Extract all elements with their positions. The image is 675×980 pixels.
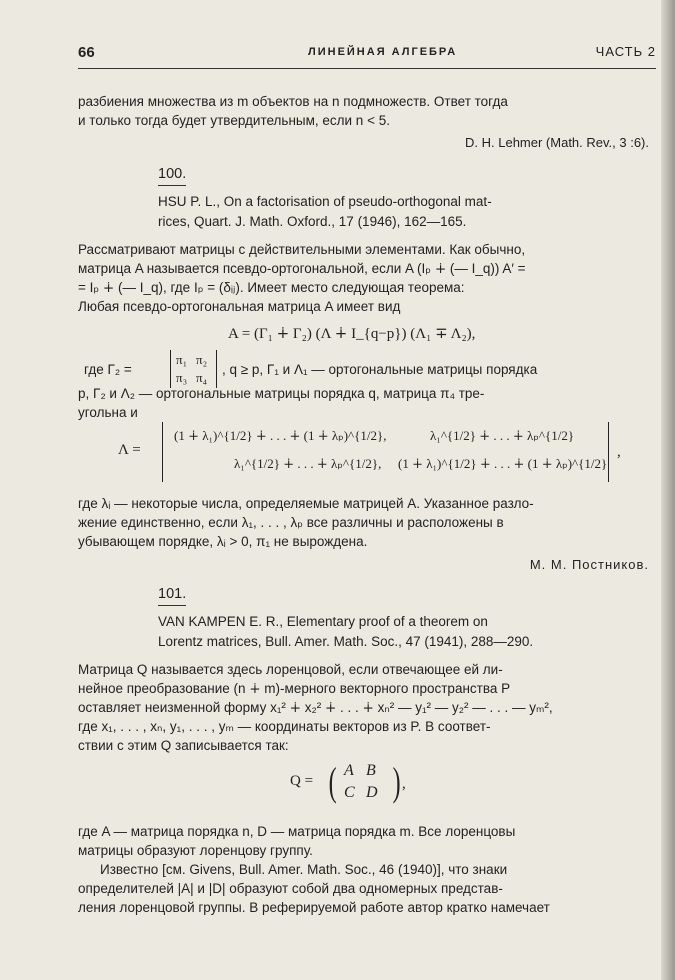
text-line: Известно [см. Givens, Bull. Amer. Math. Soc., 46 (1940)], что знаки (100, 862, 508, 877)
matrix-cell: B (366, 762, 376, 779)
q-comma: , (402, 776, 406, 792)
text-line: оставляет неизменной форму x₁² ∔ x₂² ∔ . . . ∔ xₙ² — y₁² — y₂² — . . . — yₘ², (78, 700, 553, 715)
text-line: матрица A называется псевдо-ортогональной, если A (Iₚ ∔ (— I_q)) A′ = (78, 261, 526, 276)
text-line: матрицы образуют лоренцову группу. (78, 843, 313, 858)
page-number: 66 (78, 44, 95, 61)
lambda-lhs: Λ = (118, 442, 141, 458)
text-line: нейное преобразование (n ∔ m)-мерного векторного пространства P (78, 681, 511, 696)
bibliographic-reference (158, 192, 638, 232)
entry-body (78, 660, 652, 755)
reviewer-signature: М. М. Постников. (529, 557, 649, 572)
text-line: определителей |A| и |D| образуют собой два одномерных представ- (78, 881, 503, 896)
reference-line: rices, Quart. J. Math. Oxford., 17 (1946), 162—165. (158, 214, 467, 229)
reviewer-signature: D. H. Lehmer (Math. Rev., 3 :6). (465, 135, 649, 150)
intro-paragraph (78, 92, 652, 130)
part-label: ЧАСТЬ 2 (595, 44, 656, 59)
text-line: и только тогда будет утвердительным, если n < 5. (78, 113, 390, 128)
matrix-cell: D (366, 784, 378, 801)
entry-body-after (78, 494, 652, 551)
left-paren: ( (328, 759, 337, 804)
matrix-cell: C (344, 784, 355, 801)
matrix-cell: π₂ (196, 352, 208, 367)
reference-line: Lorentz matrices, Bull. Amer. Math. Soc., 47 (1941), 288—290. (158, 634, 534, 649)
entry-number: 100. (158, 166, 186, 186)
entry-body-after (78, 822, 652, 917)
reference-line: HSU P. L., On a factorisation of pseudo-orthogonal mat- (158, 194, 492, 209)
text-line: p, Γ₂ и Λ₂ — ортогональные матрицы порядка q, матрица π₄ тре- (78, 386, 485, 401)
text-line: ствии с этим Q записывается так: (78, 738, 289, 753)
text-line: ления лоренцовой группы. В реферируемой работе автор кратко намечает (78, 900, 550, 915)
gamma-matrix (170, 350, 220, 388)
matrix-cell: A (344, 762, 354, 779)
text-line: угольна и (78, 405, 138, 420)
lambda-comma: , (617, 444, 621, 460)
where-suffix: , q ≥ p, Γ₁ и Λ₁ — ортогональные матрицы порядка (222, 362, 538, 377)
matrix-cell: π₄ (196, 370, 208, 385)
entry-body-continued (78, 384, 652, 422)
text-line: убывающем порядке, λᵢ > 0, π₁ не вырождена. (78, 534, 368, 549)
text-line: Рассматривают матрицы с действительными элементами. Как обычно, (78, 242, 526, 257)
q-matrix (328, 759, 412, 806)
text-line: разбиения множества из m объектов на n подмножеств. Ответ тогда (78, 94, 508, 109)
matrix-cell: λ₁^{1/2} ∔ . . . ∔ λₚ^{1/2}, (234, 456, 382, 471)
matrix-bar-right (216, 350, 217, 388)
text-line: = Iₚ ∔ (— I_q), где Iₚ = (δᵢⱼ). Имеет место следующая теорема: (78, 280, 465, 295)
text-line: Матрица Q называется здесь лоренцовой, если отвечающее ей ли- (78, 662, 503, 677)
where-prefix: где Γ₂ = (84, 362, 132, 377)
entry-number: 101. (158, 586, 186, 606)
matrix-bar-left (170, 350, 171, 388)
main-formula: A = (Γ₁ ∔ Γ₂) (Λ ∔ I_{q−p}) (Λ₁ ∓ Λ₂), (228, 326, 476, 342)
page-edge-shadow (661, 0, 675, 980)
running-header (78, 40, 656, 66)
text-line: жение единственно, если λ₁, . . . , λₚ все различны и расположены в (78, 515, 504, 530)
text-line: где A — матрица порядка n, D — матрица порядка m. Все лоренцовы (78, 824, 516, 839)
bibliographic-reference (158, 612, 648, 652)
matrix-cell: λ₁^{1/2} ∔ . . . ∔ λₚ^{1/2} (430, 428, 575, 443)
matrix-bar-left (162, 422, 163, 482)
matrix-cell: (1 ∔ λ₁)^{1/2} ∔ . . . ∔ (1 ∔ λₚ)^{1/2} (398, 456, 608, 471)
lambda-matrix (162, 422, 610, 482)
matrix-bar-right (608, 422, 609, 482)
reference-line: VAN KAMPEN E. R., Elementary proof of a theorem on (158, 614, 488, 629)
header-rule (78, 68, 656, 69)
running-title: ЛИНЕЙНАЯ АЛГЕБРА (308, 46, 458, 58)
right-paren: ) (392, 759, 401, 804)
entry-body (78, 240, 652, 316)
matrix-cell: π₁ (176, 352, 188, 367)
q-lhs: Q = (290, 773, 314, 789)
text-line: Любая псевдо-ортогональная матрица A имеет вид (78, 299, 401, 314)
text-line: где λᵢ — некоторые числа, определяемые матрицей A. Указанное разло- (78, 496, 534, 511)
matrix-cell: (1 ∔ λ₁)^{1/2} ∔ . . . ∔ (1 ∔ λₚ)^{1/2}, (174, 428, 387, 443)
matrix-cell: π₃ (176, 370, 188, 385)
text-line: где x₁, . . . , xₙ, y₁, . . . , yₘ — координаты векторов из P. В соответ- (78, 719, 491, 734)
